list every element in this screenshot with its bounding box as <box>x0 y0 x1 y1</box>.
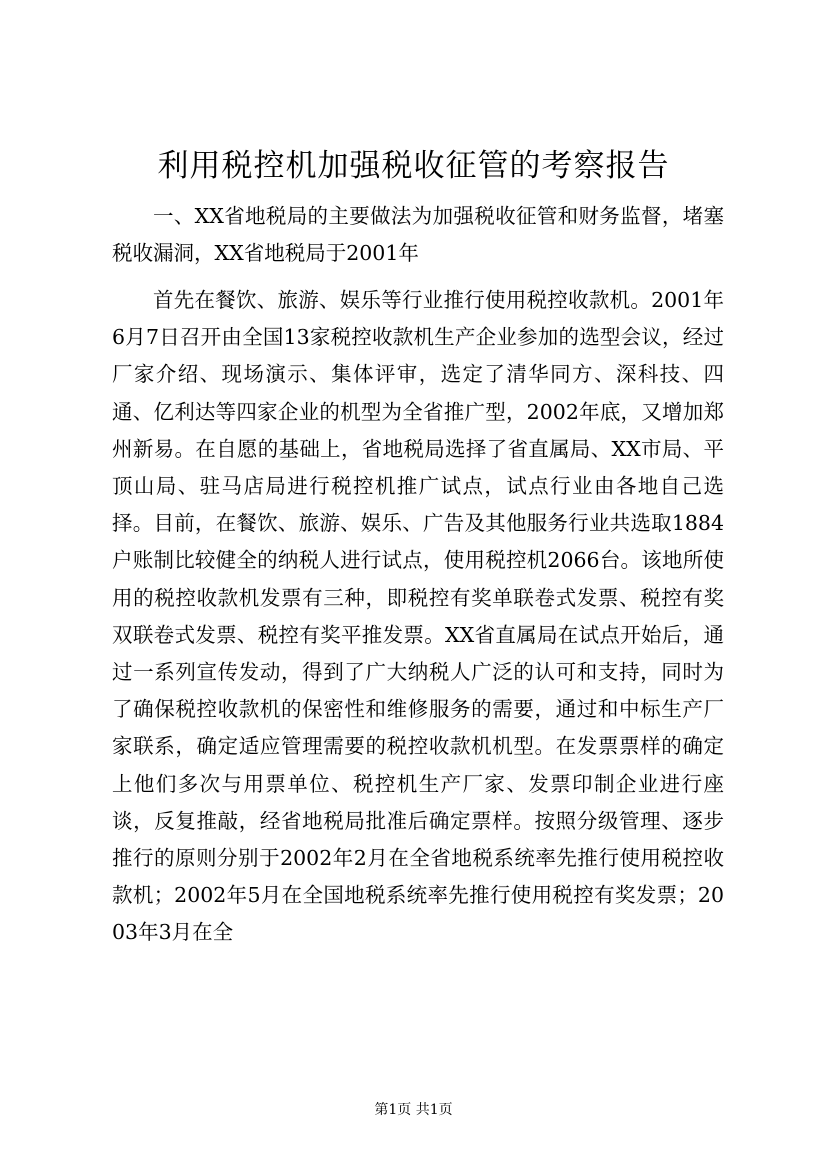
paragraph-1: 一、XX省地税局的主要做法为加强税收征管和财务监督，堵塞税收漏洞，XX省地税局于2001年 <box>112 204 724 266</box>
page-footer: 第1页 共1页 <box>374 1102 453 1118</box>
document-title: 利用税控机加强税收征管的考察报告 <box>157 148 670 184</box>
paragraph-2: 首先在餐饮、旅游、娱乐等行业推行使用税控收款机。2001年6月7日召开由全国13家税控收款机生产企业参加的选型会议，经过厂家介绍、现场演示、集体评审，选定了清华同方、深科技、四通、亿利达等四家企业的机型为全省推广型，2002年底，又增加郑州新易。在自愿的基础上，省地税局选择了省直属局、XX市局、平顶山局、驻马店局进行税控机推广试点，试点行业由各地自己选择。目前，在餐饮、旅游、娱乐、广告及其他服务行业共选取1884户账制比较健全的纳税人进行试点，使用税控机2066台。该地所使用的税控收款机发票有三种，即税控有奖单联卷式发票、税控有奖双联卷式发票、税控有奖平推发票。XX省直属局在试点开始后，通过一系列宣传发动，得到了广大纳税人广泛的认可和支持，同时为了确保税控收款机的保密性和维修服务的需要，通过和中标生产厂家联系，确定适应管理需要的税控收款机机型。在发票票样的确定上他们多次与用票单位、税控机生产厂家、发票印制企业进行座谈，反复推敲，经省地税局批准后确定票样。按照分级管理、逐步推行的原则分别于2002年2月在全省地税系统率先推行使用税控收款机；2002年5月在全国地税系统率先推行使用税控有奖发票；2003年3月在全 <box>112 288 724 945</box>
